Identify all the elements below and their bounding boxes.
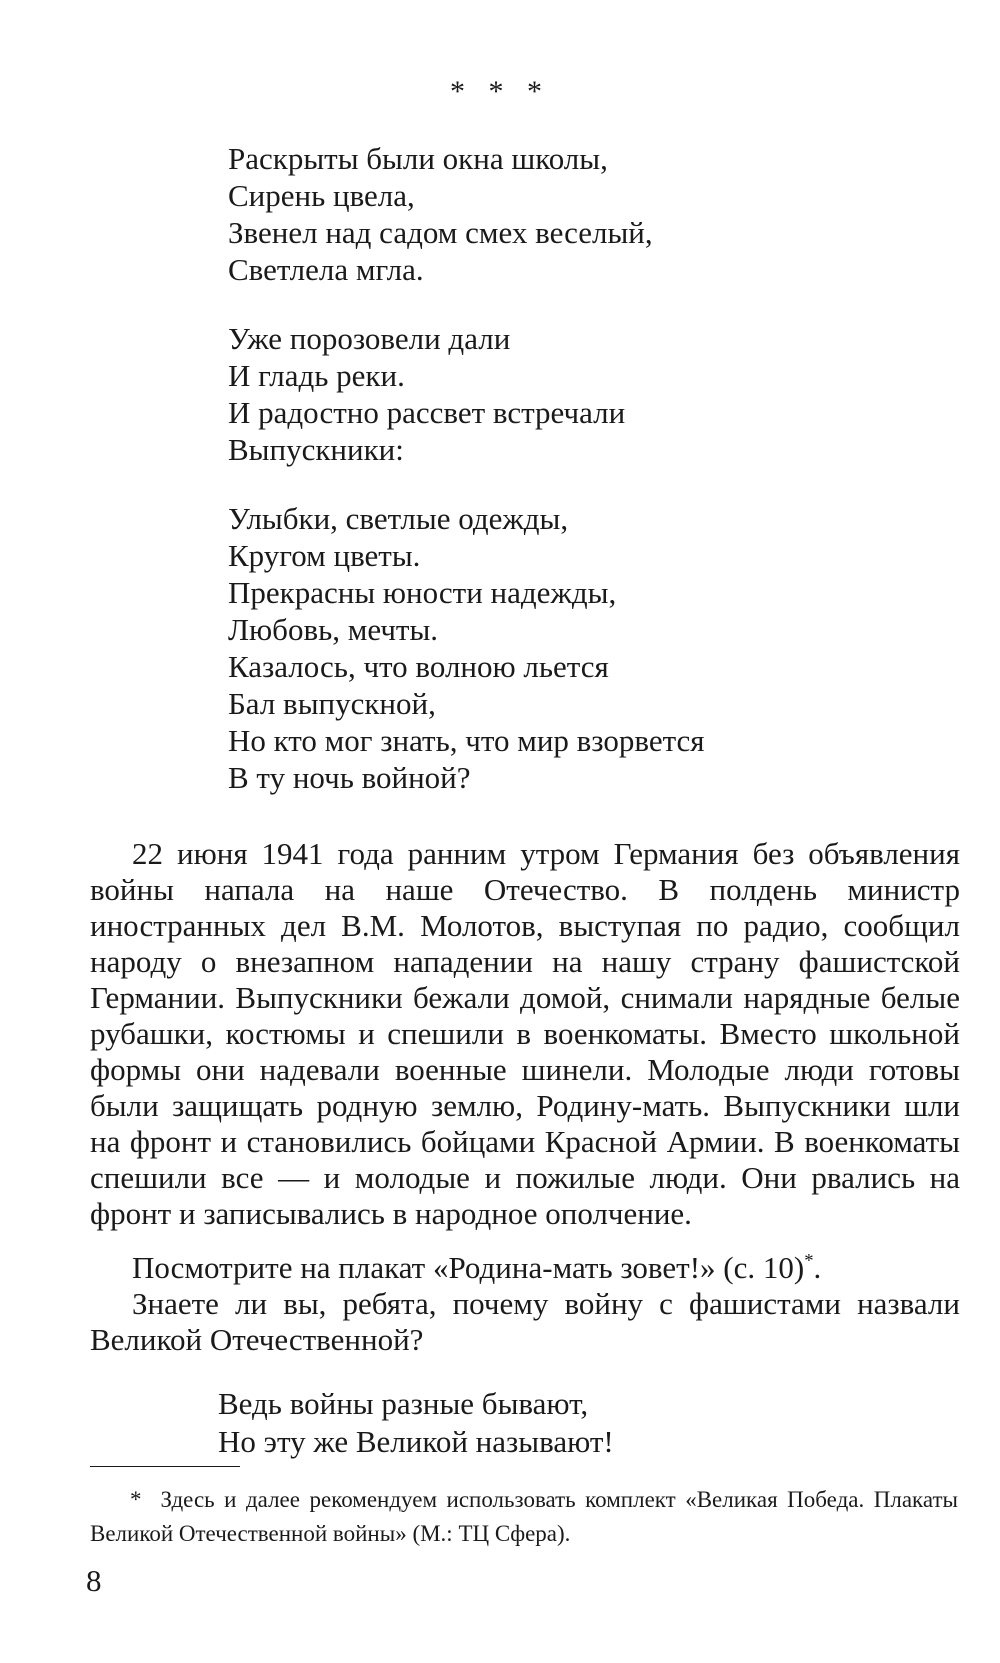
poem-line: Выпускники:: [228, 432, 404, 467]
footnote: [90, 1483, 958, 1551]
poem-line: Казалось, что волною льется: [228, 649, 609, 684]
poem-line: Звенел над садом смех веселый,: [228, 215, 653, 250]
poem-line: Прекрасны юности надежды,: [228, 575, 617, 610]
poem-stanza-2: [228, 320, 625, 468]
poem-line: И гладь реки.: [228, 358, 405, 393]
page-number: 8: [86, 1563, 102, 1598]
couplet-line: Но эту же Великой называют!: [218, 1424, 614, 1459]
paragraph-text: Посмотрите на плакат «Родина-мать зовет!» (с. 10): [132, 1250, 805, 1285]
poem-line: Сирень цвела,: [228, 178, 415, 213]
paragraph-end: .: [813, 1250, 822, 1285]
poem-line: Бал выпускной,: [228, 686, 436, 721]
poem-line: Светлела мгла.: [228, 252, 424, 287]
footnote-divider: [90, 1466, 240, 1467]
poem-stanza-3: [228, 500, 705, 796]
poem-line: В ту ночь войной?: [228, 760, 471, 795]
footnote-marker: *: [130, 1487, 142, 1512]
footnote-text: [90, 1483, 958, 1551]
footnote-reference: *: [804, 1250, 814, 1272]
body-paragraph: Знаете ли вы, ребята, почему войну с фашистами назвали Великой Отечественной?: [90, 1286, 960, 1357]
prose-block-3: [90, 1286, 960, 1358]
poem-line: Но кто мог знать, что мир взорвется: [228, 723, 705, 758]
poem-line: Уже порозовели дали: [228, 321, 511, 356]
section-ornament: * * *: [450, 75, 550, 108]
poem-stanza-1: [228, 140, 653, 288]
footnote-body: Здесь и далее рекомендуем использовать комплект «Великая Победа. Плакаты Великой Отечественной войны» (М.: ТЦ Сфера).: [90, 1487, 958, 1546]
poem-line: Кругом цветы.: [228, 538, 421, 573]
body-paragraph: [90, 1250, 960, 1286]
poem-line: Раскрыты были окна школы,: [228, 141, 608, 176]
prose-block-2: [90, 1250, 960, 1286]
poem-line: Улыбки, светлые одежды,: [228, 501, 569, 536]
couplet-line: Ведь войны разные бывают,: [218, 1386, 589, 1421]
body-paragraph: 22 июня 1941 года ранним утром Германия без объявления войны напала на наше Отечество. В полдень министр иностранных дел В.М. Молотов, выступая по радио, сообщил народу о внезапном нападении на нашу страну фашистской Германии. Выпускники бежали домой, снимали нарядные белые рубашки, костюмы и спешили в военкоматы. Вместо школьной формы они надевали военные шинели. Молодые люди готовы были защищать родную землю, Родину-мать. Выпускники шли на фронт и становились бойцами Красной Армии. В военкоматы спешили все — и молодые и пожилые люди. Они рвались на фронт и записывались в народное ополчение.: [90, 836, 960, 1231]
closing-couplet: [218, 1385, 614, 1461]
poem-line: И радостно рассвет встречали: [228, 395, 626, 430]
prose-block-1: [90, 836, 960, 1232]
poem-line: Любовь, мечты.: [228, 612, 439, 647]
